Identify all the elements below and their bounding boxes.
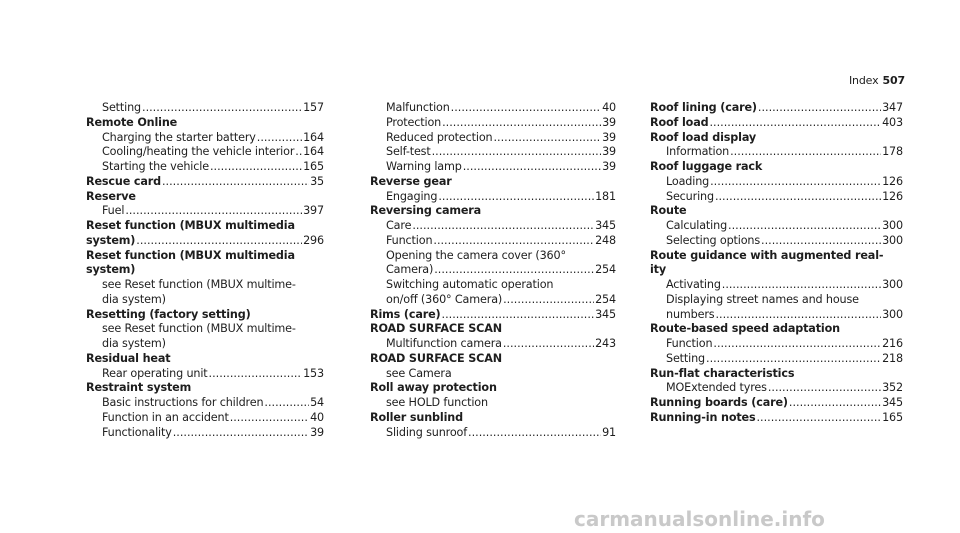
page-reference[interactable]: 40 [602, 101, 616, 114]
entry-label: see Camera [386, 366, 452, 380]
index-entry [86, 367, 324, 382]
index-entry [370, 426, 616, 441]
entry-label: ROAD SURFACE SCAN [370, 322, 502, 336]
page-reference[interactable]: 39 [602, 145, 616, 159]
dot-leader [434, 263, 594, 278]
index-entry [86, 131, 324, 146]
index-entry [650, 145, 903, 160]
entry-label: numbers [666, 307, 715, 321]
index-heading [86, 190, 324, 205]
page-reference[interactable]: 300 [882, 307, 903, 321]
entry-label: ROAD SURFACE SCAN [370, 351, 502, 365]
page-reference[interactable]: 39 [602, 130, 616, 144]
dot-leader [758, 101, 881, 116]
dot-leader [715, 308, 881, 323]
entry-label: Function in an accident [102, 410, 229, 424]
index-entry [86, 145, 324, 160]
entry-label: see HOLD function [386, 396, 488, 409]
index-heading [650, 131, 903, 146]
page-reference[interactable]: 300 [882, 219, 903, 232]
dot-leader [230, 411, 309, 426]
entry-label: Sliding sunroof [386, 425, 468, 439]
page-reference[interactable]: 164 [303, 130, 324, 144]
dot-leader [730, 145, 881, 160]
page-reference[interactable]: 218 [882, 351, 903, 365]
index-entry [86, 411, 324, 426]
entry-label: Route guidance with augmented real- [650, 248, 884, 262]
dot-leader [438, 190, 594, 205]
dot-leader [209, 367, 303, 382]
entry-label: Roof load [650, 115, 709, 129]
index-entry [370, 131, 616, 146]
index-entry [650, 234, 903, 249]
page-reference[interactable]: 254 [595, 292, 616, 306]
dot-leader [136, 234, 302, 249]
index-entry [86, 396, 324, 411]
index-entry [370, 249, 616, 264]
entry-label: system) [86, 263, 136, 277]
index-heading [370, 411, 616, 426]
index-entry [86, 204, 324, 219]
entry-label: Displaying street names and house [666, 292, 859, 306]
index-entry [370, 367, 616, 382]
dot-leader [713, 337, 881, 352]
index-heading [86, 175, 324, 190]
index-heading [650, 204, 903, 219]
entry-label: Multifunction camera [386, 337, 502, 350]
page-reference[interactable]: 296 [303, 233, 324, 247]
entry-label: Resetting (factory setting) [86, 307, 251, 321]
page-reference[interactable]: 216 [882, 337, 903, 350]
entry-label: Reset function (MBUX multimedia [86, 219, 295, 232]
dot-leader [412, 219, 594, 234]
page-reference[interactable]: 345 [595, 307, 616, 321]
watermark-text: carmanualsonline.info [574, 507, 825, 531]
entry-label: Self-test [386, 145, 431, 159]
index-entry [370, 263, 616, 278]
index-heading [86, 234, 324, 249]
entry-label: Roll away protection [370, 381, 497, 395]
index-entry [650, 337, 903, 352]
page-reference[interactable]: 157 [303, 101, 324, 114]
index-heading [370, 322, 616, 337]
index-column-3 [650, 101, 903, 426]
dot-leader [503, 337, 594, 352]
page-reference[interactable]: 397 [303, 204, 324, 218]
entry-label: Activating [666, 278, 721, 291]
index-entry [370, 278, 616, 293]
index-heading [86, 381, 324, 396]
index-heading [370, 204, 616, 219]
entry-label: Malfunction [386, 101, 450, 114]
page-reference[interactable]: 178 [882, 145, 903, 159]
page-reference[interactable]: 300 [882, 278, 903, 291]
dot-leader [257, 131, 302, 146]
index-heading [370, 352, 616, 367]
entry-label: Roof luggage rack [650, 160, 763, 173]
page-reference[interactable]: 39 [602, 160, 616, 173]
page-reference[interactable]: 54 [310, 396, 324, 409]
entry-label: ity [650, 263, 667, 277]
page-reference[interactable]: 40 [310, 410, 324, 424]
entry-label: Securing [666, 189, 714, 203]
entry-label: Residual heat [86, 351, 171, 365]
index-heading [86, 219, 324, 234]
index-heading [650, 101, 903, 116]
index-entry [650, 219, 903, 234]
entry-label: Starting the vehicle [102, 160, 209, 173]
page-reference[interactable]: 165 [303, 160, 324, 173]
page-reference[interactable]: 35 [310, 174, 324, 188]
index-heading [370, 381, 616, 396]
index-entry [86, 337, 324, 352]
entry-label: Care [386, 219, 412, 232]
index-entry [86, 293, 324, 308]
page-reference[interactable]: 352 [882, 381, 903, 395]
entry-label: MOExtended tyres [666, 381, 767, 395]
entry-label: on/off (360° Camera) [386, 292, 503, 306]
index-entry [370, 219, 616, 234]
index-entry [86, 160, 324, 175]
dot-leader [295, 145, 302, 160]
dot-leader [722, 278, 881, 293]
entry-label: Functionality [102, 425, 172, 439]
index-entry [86, 101, 324, 116]
entry-label: Selecting options [666, 233, 761, 247]
entry-label: Rims (care) [370, 307, 441, 321]
dot-leader [468, 426, 601, 441]
dot-leader [757, 411, 882, 426]
entry-label: Roof lining (care) [650, 101, 757, 114]
entry-label: Rear operating unit [102, 366, 208, 380]
index-entry [650, 175, 903, 190]
index-heading [650, 322, 903, 337]
index-entry [86, 426, 324, 441]
index-heading [370, 308, 616, 323]
entry-label: Information [666, 145, 730, 159]
entry-label: Charging the starter battery [102, 130, 256, 144]
dot-leader [768, 381, 881, 396]
entry-label: Fuel [102, 204, 125, 218]
entry-label: Rescue card [86, 174, 161, 188]
dot-leader [494, 131, 602, 146]
index-entry [650, 278, 903, 293]
entry-label: Restraint system [86, 381, 192, 395]
index-entry [370, 160, 616, 175]
entry-label: Roller sunblind [370, 410, 463, 424]
page-reference[interactable]: 39 [602, 115, 616, 129]
index-entry [370, 101, 616, 116]
page-number: 507 [882, 74, 905, 87]
entry-label: Reset function (MBUX multimedia [86, 248, 295, 262]
index-entry [370, 337, 616, 352]
entry-label: Opening the camera cover (360° [386, 248, 566, 262]
page-reference[interactable]: 345 [882, 396, 903, 409]
dot-leader [264, 396, 309, 411]
entry-label: Roof load display [650, 130, 757, 144]
entry-label: see Reset function (MBUX multime- [102, 322, 296, 336]
index-column-2 [370, 101, 616, 440]
entry-label: Reserve [86, 189, 136, 203]
index-entry [370, 116, 616, 131]
index-heading [86, 249, 324, 264]
index-heading [370, 175, 616, 190]
index-entry [650, 293, 903, 308]
index-entry [86, 322, 324, 337]
page-reference[interactable]: 403 [882, 115, 903, 129]
entry-label: Remote Online [86, 115, 178, 129]
dot-leader [761, 234, 881, 249]
entry-label: Basic instructions for children [102, 396, 264, 409]
dot-leader [432, 145, 601, 160]
page-reference[interactable]: 39 [310, 425, 324, 439]
dot-leader [173, 426, 309, 441]
index-heading [650, 396, 903, 411]
entry-label: Function [666, 337, 713, 350]
entry-label: Engaging [386, 189, 438, 203]
entry-label: Warning lamp [386, 160, 462, 173]
entry-label: see Reset function (MBUX multime- [102, 278, 296, 291]
dot-leader [728, 219, 881, 234]
index-heading [650, 263, 903, 278]
index-entry [370, 145, 616, 160]
dot-leader [710, 175, 881, 190]
index-heading [650, 249, 903, 264]
dot-leader [442, 116, 601, 131]
entry-label: Function [386, 233, 433, 247]
index-entry [650, 381, 903, 396]
page-reference[interactable]: 126 [882, 189, 903, 203]
index-heading [650, 411, 903, 426]
entry-label: Running-in notes [650, 410, 756, 424]
index-heading [86, 116, 324, 131]
index-entry [370, 396, 616, 411]
page-reference[interactable]: 181 [595, 189, 616, 203]
index-heading [650, 116, 903, 131]
page-reference[interactable]: 243 [595, 337, 616, 350]
index-entry [650, 308, 903, 323]
dot-leader [433, 234, 594, 249]
index-entry [650, 352, 903, 367]
dot-leader [451, 101, 601, 116]
dot-leader [142, 101, 302, 116]
page-reference[interactable]: 164 [303, 145, 324, 159]
entry-label: Running boards (care) [650, 396, 788, 409]
page-reference[interactable]: 126 [882, 174, 903, 188]
entry-label: Camera) [386, 263, 434, 277]
page-header [849, 74, 905, 87]
entry-label: Calculating [666, 219, 728, 232]
dot-leader [503, 293, 594, 308]
index-heading [86, 352, 324, 367]
dot-leader [709, 116, 881, 131]
dot-leader [715, 190, 881, 205]
index-heading [650, 367, 903, 382]
index-entry [86, 278, 324, 293]
page-reference[interactable]: 153 [303, 366, 324, 380]
index-entry [370, 234, 616, 249]
entry-label: Reversing camera [370, 204, 482, 218]
dot-leader [442, 308, 595, 323]
entry-label: Run-flat characteristics [650, 366, 795, 380]
dot-leader [162, 175, 309, 190]
dot-leader [789, 396, 881, 411]
page-reference[interactable]: 248 [595, 233, 616, 247]
entry-label: Loading [666, 174, 710, 188]
index-entry [370, 190, 616, 205]
page-reference[interactable]: 300 [882, 233, 903, 247]
entry-label: Route-based speed adaptation [650, 322, 840, 336]
entry-label: dia system) [102, 292, 166, 306]
page-reference[interactable]: 345 [595, 219, 616, 232]
entry-label: system) [86, 233, 136, 247]
entry-label: Reduced protection [386, 130, 493, 144]
page-reference[interactable]: 91 [602, 425, 616, 439]
dot-leader [210, 160, 302, 175]
entry-label: Protection [386, 115, 442, 129]
index-heading [86, 308, 324, 323]
index-entry [370, 293, 616, 308]
entry-label: Cooling/heating the vehicle interior [102, 145, 295, 159]
dot-leader [706, 352, 881, 367]
entry-label: Setting [666, 351, 706, 365]
dot-leader [463, 160, 601, 175]
index-heading [650, 160, 903, 175]
index-column-1 [86, 101, 324, 440]
page-reference[interactable]: 254 [595, 263, 616, 277]
page-reference[interactable]: 347 [882, 101, 903, 114]
index-entry [650, 190, 903, 205]
index-heading [86, 263, 324, 278]
entry-label: Route [650, 204, 687, 218]
entry-label: Setting [102, 101, 142, 114]
section-title: Index [848, 74, 879, 87]
entry-label: Reverse gear [370, 174, 452, 188]
dot-leader [125, 204, 302, 219]
page-reference[interactable]: 165 [882, 410, 903, 424]
entry-label: Switching automatic operation [386, 278, 554, 291]
entry-label: dia system) [102, 337, 166, 350]
